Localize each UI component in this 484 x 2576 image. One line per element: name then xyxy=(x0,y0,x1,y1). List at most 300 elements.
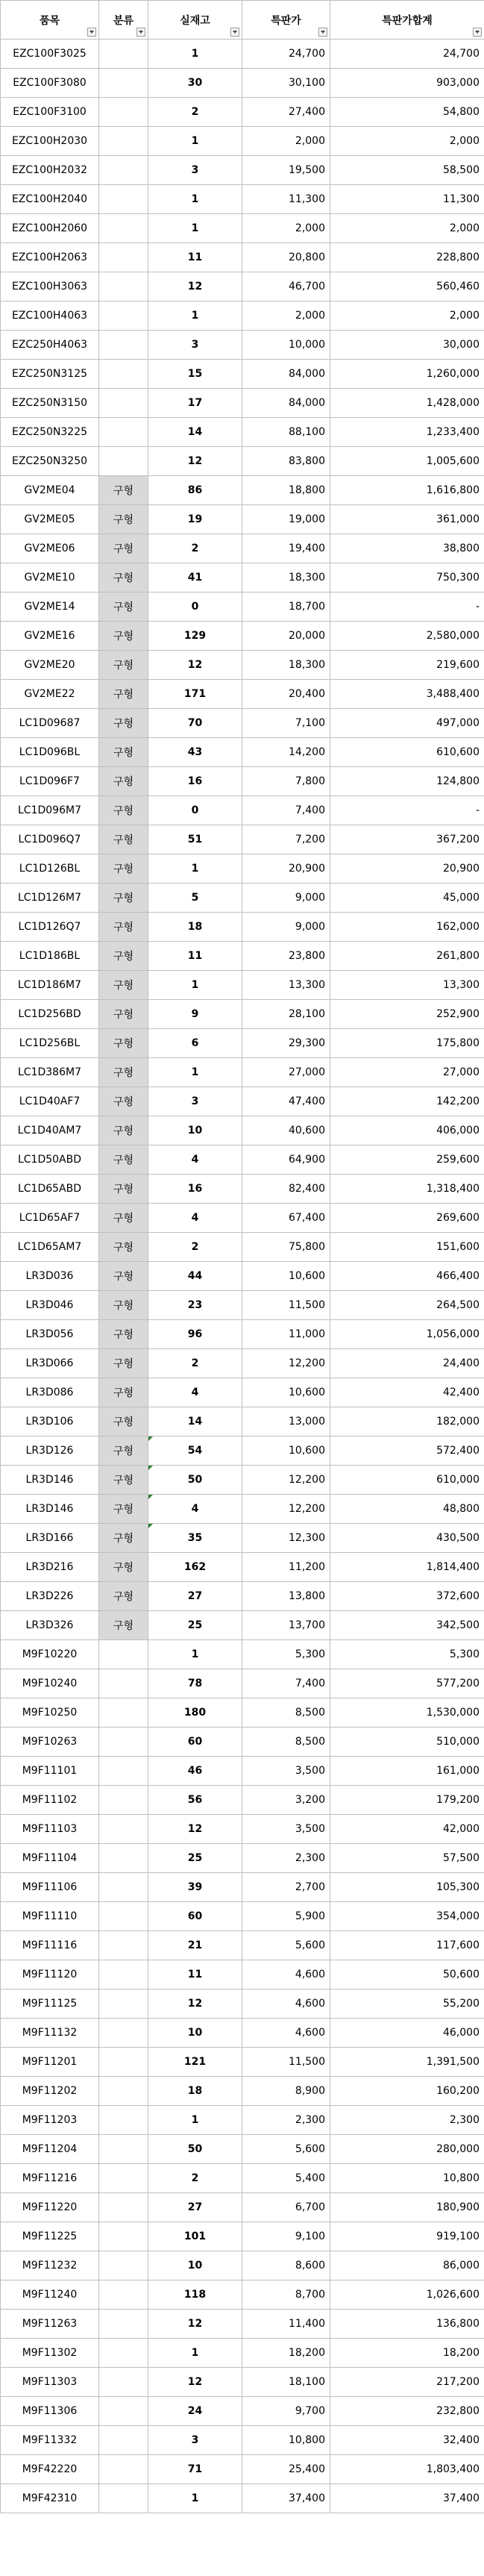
stock-cell[interactable]: 60 xyxy=(148,1902,242,1931)
price-cell[interactable]: 10,600 xyxy=(242,1378,330,1407)
price-cell[interactable]: 3,500 xyxy=(242,1815,330,1844)
stock-cell[interactable]: 46 xyxy=(148,1757,242,1786)
item-cell[interactable]: LC1D50ABD xyxy=(1,1145,99,1175)
item-cell[interactable]: LR3D226 xyxy=(1,1582,99,1611)
item-cell[interactable]: M9F11132 xyxy=(1,2019,99,2048)
item-cell[interactable]: M9F11332 xyxy=(1,2426,99,2455)
stock-cell[interactable]: 16 xyxy=(148,1175,242,1204)
stock-cell[interactable]: 6 xyxy=(148,1029,242,1058)
item-cell[interactable]: LC1D126BL xyxy=(1,854,99,884)
stock-cell[interactable]: 4 xyxy=(148,1378,242,1407)
price-cell[interactable]: 24,700 xyxy=(242,40,330,69)
price-cell[interactable]: 20,400 xyxy=(242,680,330,709)
stock-cell[interactable]: 4 xyxy=(148,1204,242,1233)
total-cell[interactable]: 1,391,500 xyxy=(330,2048,484,2077)
price-cell[interactable]: 47,400 xyxy=(242,1087,330,1116)
stock-cell[interactable]: 23 xyxy=(148,1291,242,1320)
stock-cell[interactable]: 9 xyxy=(148,1000,242,1029)
price-cell[interactable]: 40,600 xyxy=(242,1116,330,1145)
category-cell[interactable] xyxy=(99,2077,148,2106)
price-cell[interactable]: 14,200 xyxy=(242,738,330,767)
total-cell[interactable]: 54,800 xyxy=(330,98,484,127)
item-cell[interactable]: GV2ME10 xyxy=(1,563,99,593)
total-cell[interactable]: - xyxy=(330,593,484,622)
item-cell[interactable]: LC1D096M7 xyxy=(1,796,99,825)
price-cell[interactable]: 4,600 xyxy=(242,2019,330,2048)
stock-cell[interactable]: 18 xyxy=(148,2077,242,2106)
total-cell[interactable]: 5,300 xyxy=(330,1640,484,1669)
item-cell[interactable]: M9F10240 xyxy=(1,1669,99,1698)
stock-cell[interactable]: 1 xyxy=(148,2106,242,2135)
total-cell[interactable]: 105,300 xyxy=(330,1873,484,1902)
total-cell[interactable]: 48,800 xyxy=(330,1495,484,1524)
stock-cell[interactable]: 86 xyxy=(148,476,242,505)
total-cell[interactable]: 151,600 xyxy=(330,1233,484,1262)
total-cell[interactable]: 261,800 xyxy=(330,942,484,971)
category-cell[interactable] xyxy=(99,2368,148,2397)
stock-cell[interactable]: 1 xyxy=(148,127,242,156)
item-cell[interactable]: LR3D106 xyxy=(1,1407,99,1437)
total-cell[interactable]: 38,800 xyxy=(330,534,484,563)
stock-cell[interactable]: 12 xyxy=(148,1815,242,1844)
item-cell[interactable]: EZC100F3100 xyxy=(1,98,99,127)
total-cell[interactable]: 1,260,000 xyxy=(330,360,484,389)
item-cell[interactable]: EZC100H2060 xyxy=(1,214,99,243)
total-cell[interactable]: 1,318,400 xyxy=(330,1175,484,1204)
category-cell[interactable]: 구형 xyxy=(99,1611,148,1640)
stock-cell[interactable]: 96 xyxy=(148,1320,242,1349)
category-cell[interactable]: 구형 xyxy=(99,709,148,738)
stock-cell[interactable]: 10 xyxy=(148,2019,242,2048)
stock-cell[interactable]: 27 xyxy=(148,1582,242,1611)
stock-cell[interactable]: 16 xyxy=(148,767,242,796)
category-cell[interactable] xyxy=(99,389,148,418)
category-cell[interactable] xyxy=(99,1698,148,1728)
category-cell[interactable] xyxy=(99,214,148,243)
category-cell[interactable]: 구형 xyxy=(99,622,148,651)
item-cell[interactable]: LC1D096Q7 xyxy=(1,825,99,854)
category-cell[interactable]: 구형 xyxy=(99,1495,148,1524)
stock-cell[interactable]: 10 xyxy=(148,2251,242,2280)
stock-cell[interactable]: 41 xyxy=(148,563,242,593)
category-cell[interactable]: 구형 xyxy=(99,593,148,622)
total-cell[interactable]: 1,428,000 xyxy=(330,389,484,418)
stock-cell[interactable]: 19 xyxy=(148,505,242,534)
item-cell[interactable]: M9F11220 xyxy=(1,2193,99,2222)
total-cell[interactable]: 406,000 xyxy=(330,1116,484,1145)
price-cell[interactable]: 11,500 xyxy=(242,2048,330,2077)
item-cell[interactable]: M9F11203 xyxy=(1,2106,99,2135)
item-cell[interactable]: EZC100H2040 xyxy=(1,185,99,214)
item-cell[interactable]: GV2ME06 xyxy=(1,534,99,563)
price-cell[interactable]: 19,000 xyxy=(242,505,330,534)
total-cell[interactable]: 160,200 xyxy=(330,2077,484,2106)
item-cell[interactable]: GV2ME14 xyxy=(1,593,99,622)
price-cell[interactable]: 7,200 xyxy=(242,825,330,854)
price-cell[interactable]: 12,200 xyxy=(242,1466,330,1495)
category-cell[interactable]: 구형 xyxy=(99,1349,148,1378)
price-cell[interactable]: 2,000 xyxy=(242,214,330,243)
stock-cell[interactable]: 5 xyxy=(148,884,242,913)
total-cell[interactable]: 161,000 xyxy=(330,1757,484,1786)
category-cell[interactable] xyxy=(99,98,148,127)
item-cell[interactable]: M9F42310 xyxy=(1,2484,99,2513)
total-cell[interactable]: 1,814,400 xyxy=(330,1553,484,1582)
item-cell[interactable]: EZC100H2032 xyxy=(1,156,99,185)
total-cell[interactable]: 136,800 xyxy=(330,2310,484,2339)
item-cell[interactable]: EZC100F3080 xyxy=(1,69,99,98)
price-cell[interactable]: 3,200 xyxy=(242,1786,330,1815)
category-cell[interactable]: 구형 xyxy=(99,942,148,971)
total-cell[interactable]: 1,026,600 xyxy=(330,2280,484,2310)
total-cell[interactable]: 510,000 xyxy=(330,1728,484,1757)
item-cell[interactable]: M9F11240 xyxy=(1,2280,99,2310)
total-cell[interactable]: 252,900 xyxy=(330,1000,484,1029)
item-cell[interactable]: M9F11110 xyxy=(1,1902,99,1931)
item-cell[interactable]: M9F11125 xyxy=(1,1989,99,2019)
category-cell[interactable]: 구형 xyxy=(99,854,148,884)
category-cell[interactable]: 구형 xyxy=(99,1553,148,1582)
item-cell[interactable]: LR3D056 xyxy=(1,1320,99,1349)
category-cell[interactable] xyxy=(99,447,148,476)
item-cell[interactable]: LC1D186M7 xyxy=(1,971,99,1000)
filter-dropdown-icon[interactable] xyxy=(318,28,327,37)
item-cell[interactable]: LC1D186BL xyxy=(1,942,99,971)
stock-cell[interactable]: 1 xyxy=(148,214,242,243)
price-cell[interactable]: 75,800 xyxy=(242,1233,330,1262)
item-cell[interactable]: LC1D65AF7 xyxy=(1,1204,99,1233)
item-cell[interactable]: M9F11302 xyxy=(1,2339,99,2368)
total-cell[interactable]: 180,900 xyxy=(330,2193,484,2222)
category-cell[interactable]: 구형 xyxy=(99,1058,148,1087)
stock-cell[interactable]: 2 xyxy=(148,2164,242,2193)
category-cell[interactable] xyxy=(99,2135,148,2164)
stock-cell[interactable]: 24 xyxy=(148,2397,242,2426)
item-cell[interactable]: LC1D096F7 xyxy=(1,767,99,796)
stock-cell[interactable]: 50 xyxy=(148,1466,242,1495)
category-cell[interactable]: 구형 xyxy=(99,1466,148,1495)
item-cell[interactable]: GV2ME20 xyxy=(1,651,99,680)
category-cell[interactable]: 구형 xyxy=(99,1262,148,1291)
total-cell[interactable]: 430,500 xyxy=(330,1524,484,1553)
category-cell[interactable]: 구형 xyxy=(99,1087,148,1116)
price-cell[interactable]: 9,100 xyxy=(242,2222,330,2251)
category-cell[interactable] xyxy=(99,331,148,360)
total-cell[interactable]: 2,000 xyxy=(330,214,484,243)
price-cell[interactable]: 9,000 xyxy=(242,913,330,942)
stock-cell[interactable]: 30 xyxy=(148,69,242,98)
category-cell[interactable] xyxy=(99,1757,148,1786)
category-cell[interactable] xyxy=(99,2397,148,2426)
stock-cell[interactable]: 39 xyxy=(148,1873,242,1902)
item-cell[interactable]: M9F11306 xyxy=(1,2397,99,2426)
price-cell[interactable]: 5,600 xyxy=(242,1931,330,1960)
total-cell[interactable]: 182,000 xyxy=(330,1407,484,1437)
total-cell[interactable]: 2,000 xyxy=(330,127,484,156)
category-cell[interactable]: 구형 xyxy=(99,1291,148,1320)
category-cell[interactable] xyxy=(99,2193,148,2222)
total-cell[interactable]: 1,616,800 xyxy=(330,476,484,505)
item-cell[interactable]: M9F11263 xyxy=(1,2310,99,2339)
item-cell[interactable]: M9F42220 xyxy=(1,2455,99,2484)
price-cell[interactable]: 84,000 xyxy=(242,360,330,389)
total-cell[interactable]: 1,530,000 xyxy=(330,1698,484,1728)
category-cell[interactable] xyxy=(99,185,148,214)
category-cell[interactable] xyxy=(99,40,148,69)
total-cell[interactable]: 30,000 xyxy=(330,331,484,360)
category-cell[interactable] xyxy=(99,243,148,272)
price-cell[interactable]: 10,800 xyxy=(242,2426,330,2455)
total-cell[interactable]: 175,800 xyxy=(330,1029,484,1058)
stock-cell[interactable]: 56 xyxy=(148,1786,242,1815)
total-cell[interactable]: 2,000 xyxy=(330,301,484,331)
category-cell[interactable]: 구형 xyxy=(99,1000,148,1029)
price-cell[interactable]: 13,300 xyxy=(242,971,330,1000)
total-cell[interactable]: 577,200 xyxy=(330,1669,484,1698)
stock-cell[interactable]: 14 xyxy=(148,1407,242,1437)
price-cell[interactable]: 29,300 xyxy=(242,1029,330,1058)
item-cell[interactable]: M9F11303 xyxy=(1,2368,99,2397)
category-cell[interactable] xyxy=(99,1815,148,1844)
stock-cell[interactable]: 44 xyxy=(148,1262,242,1291)
category-cell[interactable] xyxy=(99,1786,148,1815)
item-cell[interactable]: M9F11225 xyxy=(1,2222,99,2251)
stock-cell[interactable]: 35 xyxy=(148,1524,242,1553)
total-cell[interactable]: 20,900 xyxy=(330,854,484,884)
price-cell[interactable]: 11,300 xyxy=(242,185,330,214)
filter-dropdown-icon[interactable] xyxy=(230,28,239,37)
price-cell[interactable]: 19,500 xyxy=(242,156,330,185)
stock-cell[interactable]: 121 xyxy=(148,2048,242,2077)
item-cell[interactable]: LR3D146 xyxy=(1,1495,99,1524)
total-cell[interactable]: 58,500 xyxy=(330,156,484,185)
category-cell[interactable] xyxy=(99,360,148,389)
price-cell[interactable]: 18,200 xyxy=(242,2339,330,2368)
total-cell[interactable]: 259,600 xyxy=(330,1145,484,1175)
total-cell[interactable]: 13,300 xyxy=(330,971,484,1000)
item-cell[interactable]: M9F10263 xyxy=(1,1728,99,1757)
total-cell[interactable]: 228,800 xyxy=(330,243,484,272)
category-cell[interactable]: 구형 xyxy=(99,1320,148,1349)
total-cell[interactable]: 117,600 xyxy=(330,1931,484,1960)
stock-cell[interactable]: 2 xyxy=(148,1349,242,1378)
item-cell[interactable]: LC1D126M7 xyxy=(1,884,99,913)
price-cell[interactable]: 8,500 xyxy=(242,1698,330,1728)
item-cell[interactable]: LR3D046 xyxy=(1,1291,99,1320)
total-cell[interactable]: 57,500 xyxy=(330,1844,484,1873)
price-cell[interactable]: 7,800 xyxy=(242,767,330,796)
category-cell[interactable]: 구형 xyxy=(99,651,148,680)
total-cell[interactable]: 466,400 xyxy=(330,1262,484,1291)
item-cell[interactable]: GV2ME05 xyxy=(1,505,99,534)
price-cell[interactable]: 11,400 xyxy=(242,2310,330,2339)
stock-cell[interactable]: 21 xyxy=(148,1931,242,1960)
total-cell[interactable]: 162,000 xyxy=(330,913,484,942)
item-cell[interactable]: EZC250N3125 xyxy=(1,360,99,389)
stock-cell[interactable]: 4 xyxy=(148,1145,242,1175)
stock-cell[interactable]: 162 xyxy=(148,1553,242,1582)
category-cell[interactable]: 구형 xyxy=(99,534,148,563)
category-cell[interactable]: 구형 xyxy=(99,1204,148,1233)
stock-cell[interactable]: 0 xyxy=(148,796,242,825)
category-cell[interactable] xyxy=(99,1931,148,1960)
price-cell[interactable]: 7,400 xyxy=(242,796,330,825)
category-cell[interactable] xyxy=(99,2339,148,2368)
total-cell[interactable]: 560,460 xyxy=(330,272,484,301)
item-cell[interactable]: LC1D386M7 xyxy=(1,1058,99,1087)
price-cell[interactable]: 28,100 xyxy=(242,1000,330,1029)
price-cell[interactable]: 2,000 xyxy=(242,127,330,156)
stock-cell[interactable]: 70 xyxy=(148,709,242,738)
category-cell[interactable]: 구형 xyxy=(99,505,148,534)
price-cell[interactable]: 10,600 xyxy=(242,1437,330,1466)
total-cell[interactable]: 232,800 xyxy=(330,2397,484,2426)
price-cell[interactable]: 6,700 xyxy=(242,2193,330,2222)
item-cell[interactable]: LR3D036 xyxy=(1,1262,99,1291)
total-cell[interactable]: 903,000 xyxy=(330,69,484,98)
item-cell[interactable]: M9F11102 xyxy=(1,1786,99,1815)
total-cell[interactable]: 124,800 xyxy=(330,767,484,796)
total-cell[interactable]: 37,400 xyxy=(330,2484,484,2513)
total-cell[interactable]: 32,400 xyxy=(330,2426,484,2455)
category-cell[interactable]: 구형 xyxy=(99,1116,148,1145)
item-cell[interactable]: GV2ME04 xyxy=(1,476,99,505)
category-cell[interactable]: 구형 xyxy=(99,1029,148,1058)
category-cell[interactable] xyxy=(99,2222,148,2251)
total-cell[interactable]: 2,580,000 xyxy=(330,622,484,651)
total-cell[interactable]: 27,000 xyxy=(330,1058,484,1087)
item-cell[interactable]: M9F11103 xyxy=(1,1815,99,1844)
item-cell[interactable]: LC1D09687 xyxy=(1,709,99,738)
category-cell[interactable] xyxy=(99,1640,148,1669)
total-cell[interactable]: 2,300 xyxy=(330,2106,484,2135)
category-cell[interactable] xyxy=(99,418,148,447)
item-cell[interactable]: M9F11106 xyxy=(1,1873,99,1902)
price-cell[interactable]: 10,600 xyxy=(242,1262,330,1291)
total-cell[interactable]: 18,200 xyxy=(330,2339,484,2368)
category-cell[interactable] xyxy=(99,272,148,301)
category-cell[interactable]: 구형 xyxy=(99,1407,148,1437)
price-cell[interactable]: 8,700 xyxy=(242,2280,330,2310)
total-cell[interactable]: 179,200 xyxy=(330,1786,484,1815)
stock-cell[interactable]: 1 xyxy=(148,971,242,1000)
price-cell[interactable]: 64,900 xyxy=(242,1145,330,1175)
item-cell[interactable]: GV2ME16 xyxy=(1,622,99,651)
category-cell[interactable]: 구형 xyxy=(99,680,148,709)
total-cell[interactable]: 24,400 xyxy=(330,1349,484,1378)
stock-cell[interactable]: 180 xyxy=(148,1698,242,1728)
category-cell[interactable] xyxy=(99,69,148,98)
item-cell[interactable]: EZC250H4063 xyxy=(1,331,99,360)
price-cell[interactable]: 2,300 xyxy=(242,1844,330,1873)
total-cell[interactable]: 354,000 xyxy=(330,1902,484,1931)
category-cell[interactable] xyxy=(99,2251,148,2280)
category-cell[interactable] xyxy=(99,2484,148,2513)
stock-cell[interactable]: 1 xyxy=(148,185,242,214)
stock-cell[interactable]: 15 xyxy=(148,360,242,389)
stock-cell[interactable]: 1 xyxy=(148,854,242,884)
item-cell[interactable]: M9F11104 xyxy=(1,1844,99,1873)
total-cell[interactable]: 46,000 xyxy=(330,2019,484,2048)
item-cell[interactable]: EZC100H2030 xyxy=(1,127,99,156)
total-cell[interactable]: 367,200 xyxy=(330,825,484,854)
total-cell[interactable]: 86,000 xyxy=(330,2251,484,2280)
total-cell[interactable]: 1,233,400 xyxy=(330,418,484,447)
stock-cell[interactable]: 12 xyxy=(148,272,242,301)
price-cell[interactable]: 2,700 xyxy=(242,1873,330,1902)
price-cell[interactable]: 8,900 xyxy=(242,2077,330,2106)
total-cell[interactable]: 217,200 xyxy=(330,2368,484,2397)
price-cell[interactable]: 83,800 xyxy=(242,447,330,476)
category-cell[interactable]: 구형 xyxy=(99,1524,148,1553)
item-cell[interactable]: LC1D65ABD xyxy=(1,1175,99,1204)
price-cell[interactable]: 82,400 xyxy=(242,1175,330,1204)
price-cell[interactable]: 18,700 xyxy=(242,593,330,622)
category-cell[interactable] xyxy=(99,2019,148,2048)
price-cell[interactable]: 18,100 xyxy=(242,2368,330,2397)
total-cell[interactable]: 24,700 xyxy=(330,40,484,69)
category-cell[interactable] xyxy=(99,1669,148,1698)
stock-cell[interactable]: 12 xyxy=(148,2368,242,2397)
price-cell[interactable]: 12,200 xyxy=(242,1349,330,1378)
category-cell[interactable]: 구형 xyxy=(99,796,148,825)
category-cell[interactable]: 구형 xyxy=(99,913,148,942)
item-cell[interactable]: LR3D326 xyxy=(1,1611,99,1640)
item-cell[interactable]: LR3D216 xyxy=(1,1553,99,1582)
price-cell[interactable]: 67,400 xyxy=(242,1204,330,1233)
item-cell[interactable]: M9F11116 xyxy=(1,1931,99,1960)
category-cell[interactable]: 구형 xyxy=(99,1582,148,1611)
stock-cell[interactable]: 3 xyxy=(148,331,242,360)
filter-dropdown-icon[interactable] xyxy=(473,28,482,37)
item-cell[interactable]: EZC250N3250 xyxy=(1,447,99,476)
item-cell[interactable]: LC1D096BL xyxy=(1,738,99,767)
price-cell[interactable]: 4,600 xyxy=(242,1989,330,2019)
price-cell[interactable]: 5,300 xyxy=(242,1640,330,1669)
item-cell[interactable]: EZC250N3150 xyxy=(1,389,99,418)
item-cell[interactable]: M9F11120 xyxy=(1,1960,99,1989)
stock-cell[interactable]: 12 xyxy=(148,447,242,476)
category-cell[interactable]: 구형 xyxy=(99,563,148,593)
stock-cell[interactable]: 78 xyxy=(148,1669,242,1698)
stock-cell[interactable]: 118 xyxy=(148,2280,242,2310)
price-cell[interactable]: 5,400 xyxy=(242,2164,330,2193)
stock-cell[interactable]: 1 xyxy=(148,2484,242,2513)
item-cell[interactable]: LR3D066 xyxy=(1,1349,99,1378)
category-cell[interactable] xyxy=(99,1902,148,1931)
category-cell[interactable] xyxy=(99,2426,148,2455)
stock-cell[interactable]: 71 xyxy=(148,2455,242,2484)
category-cell[interactable] xyxy=(99,1960,148,1989)
price-cell[interactable]: 27,000 xyxy=(242,1058,330,1087)
total-cell[interactable]: 11,300 xyxy=(330,185,484,214)
stock-cell[interactable]: 51 xyxy=(148,825,242,854)
price-cell[interactable]: 18,800 xyxy=(242,476,330,505)
item-cell[interactable]: M9F11101 xyxy=(1,1757,99,1786)
price-cell[interactable]: 4,600 xyxy=(242,1960,330,1989)
total-cell[interactable]: 572,400 xyxy=(330,1437,484,1466)
category-cell[interactable]: 구형 xyxy=(99,1175,148,1204)
stock-cell[interactable]: 18 xyxy=(148,913,242,942)
total-cell[interactable]: 361,000 xyxy=(330,505,484,534)
stock-cell[interactable]: 25 xyxy=(148,1844,242,1873)
price-cell[interactable]: 20,900 xyxy=(242,854,330,884)
stock-cell[interactable]: 12 xyxy=(148,1989,242,2019)
stock-cell[interactable]: 25 xyxy=(148,1611,242,1640)
category-cell[interactable]: 구형 xyxy=(99,884,148,913)
stock-cell[interactable]: 50 xyxy=(148,2135,242,2164)
price-cell[interactable]: 11,200 xyxy=(242,1553,330,1582)
